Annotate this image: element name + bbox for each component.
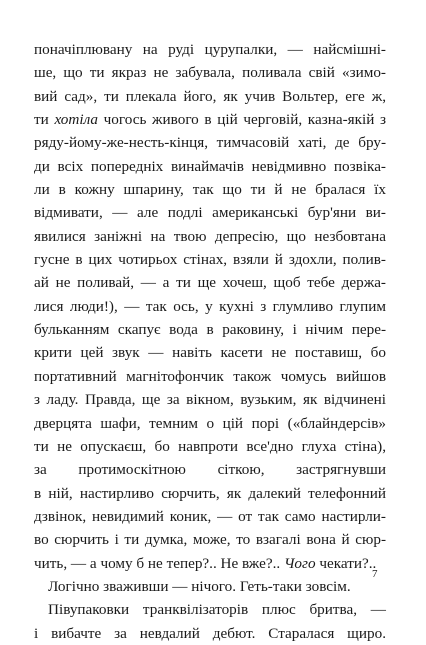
text-line: в ній, настирливо сюрчить, як далекий телефонний xyxy=(34,484,386,502)
text-line: чить, — а чому б не тепер?.. Не вже?.. Чого чекати?.. xyxy=(34,554,377,572)
text-line: Логічно зваживши — нічого. Геть-таки зовсім. xyxy=(48,577,351,595)
text-line: за протимоскітною сіткою, застрягнувши xyxy=(34,461,386,479)
text-line: Півупаковки транквілізаторів плюс бритва, — xyxy=(48,601,386,619)
text-line: з ладу. Правда, ще за вікном, вузьким, як відчинені xyxy=(34,391,386,409)
text-line: дзвінок, невидимий коник, — от так само настирли- xyxy=(34,507,386,525)
page-number: 7 xyxy=(372,568,378,580)
text-line: явилися заніжні на твою депресію, що незбовтана xyxy=(34,227,386,245)
text-line: ше, що ти якраз не забувала, поливала свій «зимо- xyxy=(34,64,386,82)
text-line: гусне в цих чотирьох стінах, взяли й здохли, полив- xyxy=(34,251,386,269)
text-line: і вибачте за невдалий дебют. Старалася щиро. xyxy=(34,624,386,642)
text-line: ти хотіла чогось живого в цій черговій, казна-якій з xyxy=(34,111,386,129)
text-line: крити цей звук — навіть касети не поставиш, бо xyxy=(34,344,386,362)
text-line: ти не опускаєш, бо навпроти все'дно глуха стіна), xyxy=(34,437,386,455)
text-line: портативний магнітофончик також чомусь вийшов xyxy=(34,367,386,385)
text-line: вий сад», ти плекала його, як учив Вольтер, еге ж, xyxy=(34,87,386,105)
text-line: ряду-йому-же-несть-кінця, тимчасовій хаті, де бру- xyxy=(34,134,386,152)
text-line: поначіплювану на руді цурупалки, — найсмішні- xyxy=(34,41,386,58)
body-text xyxy=(34,38,386,645)
text-line: бульканням скапує вода в раковину, і нічим пере- xyxy=(34,321,386,339)
text-line: во сюрчить і ти думка, може, то взагалі вона й сюр- xyxy=(34,531,386,549)
text-line: лися люди!), — так ось, у кухні з глумливо глупим xyxy=(34,297,386,315)
text-line: відмивати, — але подлі американські бур'яни ви- xyxy=(34,204,386,222)
text-line: ли в кожну шпарину, так що ти й не бралася їх xyxy=(34,181,386,199)
text-line: ай не поливай, — а ти ще хочеш, щоб тебе держа- xyxy=(34,274,386,292)
text-line: ди всіх попередніх винаймачів невідмивно позвіка- xyxy=(34,157,386,175)
text-line: дверцята шафи, темним о цій порі («блайндерсів» xyxy=(34,414,386,432)
